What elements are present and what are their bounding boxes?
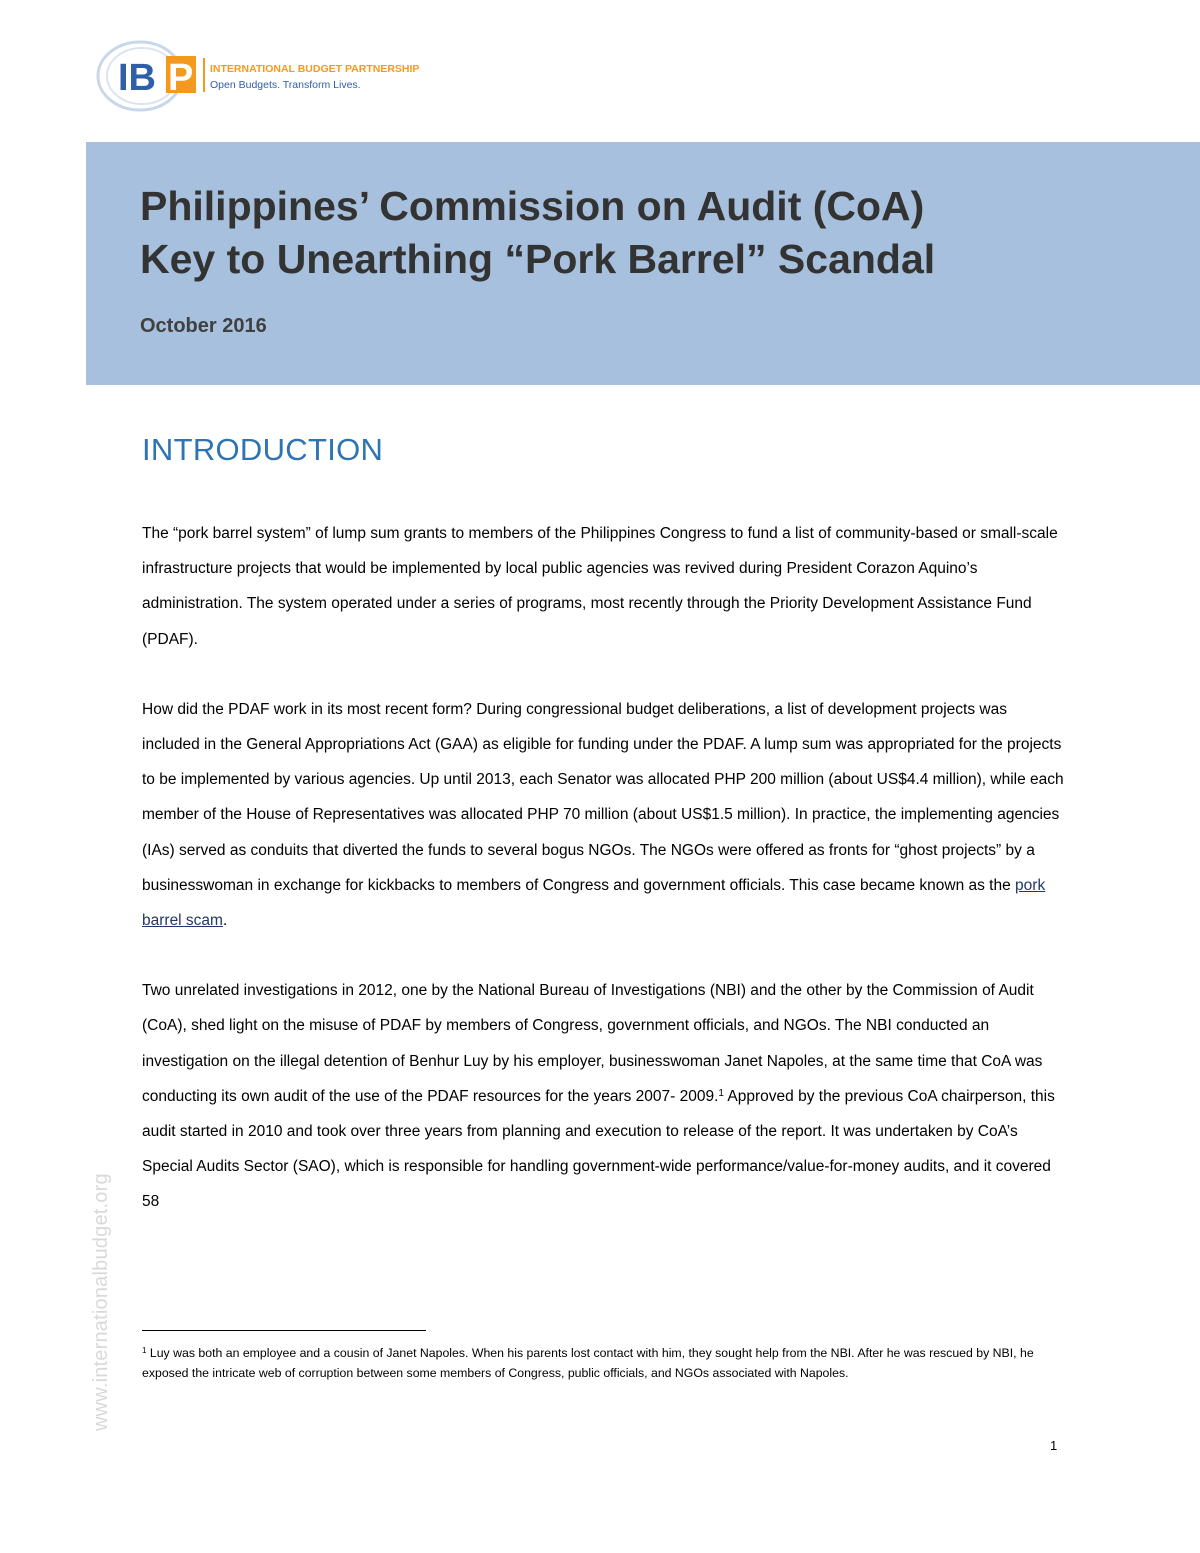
logo-letter-p: P (168, 57, 194, 99)
title-band (86, 142, 1200, 385)
side-website-url: www.internationalbudget.org (90, 1173, 112, 1431)
ibp-logo-graphic (96, 36, 428, 114)
paragraph-2 (142, 692, 1067, 938)
paragraph-2-end: . (222, 912, 228, 930)
logo-letters-ib: IB (118, 57, 156, 99)
logo-org-name: INTERNATIONAL BUDGET PARTNERSHIP (210, 63, 420, 75)
footnote-separator (142, 1330, 426, 1331)
paragraph-1: The “pork barrel system” of lump sum grants to members of the Philippines Congress to fund a list of community-based or small-scale infrastructure projects that would be implemented by local public agencies was revived during President Corazon Aquino’s administration. The system operated under a series of programs, most recently through the Priority Development Assistance Fund (PDAF). (142, 525, 1058, 648)
title-line-2: Key to Unearthing “Pork Barrel” Scandal (140, 236, 936, 282)
document-title (140, 180, 1180, 286)
paragraph-2-text: How did the PDAF work in its most recent form? During congressional budget deliberations, a list of development projects was included in the General Appropriations Act (GAA) as eligible for funding under the PDAF. A lump sum was appropriated for the projects to be implemented by various agencies. Up until 2013, each Senator was allocated PHP 200 million (about US$4.4 million), while each member of the House of Representatives was allocated PHP 70 million (about US$1.5 million). In practice, the implementing agencies (IAs) served as conduits that diverted the funds to several bogus NGOs. The NGOs were offered as fronts for “ghost projects” by a businesswoman in exchange for kickbacks to members of Congress and government officials. This case became known as the (142, 700, 1064, 894)
footnote-reference[interactable]: 1 (718, 1087, 724, 1099)
paragraph-3-continued: Approved by the previous CoA chairperson, this audit started in 2010 and took over three years from planning and execution to release of the report. It was undertaken by CoA’s Special Audits Sector (SAO), which is responsible for handling government-wide performance/value-for-money audits, and it covered 58 (142, 1087, 1055, 1211)
footnote-1 (142, 1344, 1067, 1383)
paragraph-3-text: Two unrelated investigations in 2012, one by the National Bureau of Investigations (NBI) and the other by the Commission of Audit (CoA), shed light on the misuse of PDAF by members of Congress, government officials, and NGOs. The NBI conducted an investigation on the illegal detention of Benhur Luy by his employer, businesswoman Janet Napoles, at the same time that CoA was conducting its own audit of the use of the PDAF resources for the years 2007- 2009. (142, 982, 1043, 1105)
footnote-text: Luy was both an employee and a cousin of Janet Napoles. When his parents lost contact with him, they sought help from the NBI. After he was rescued by NBI, he exposed the intricate web of corruption between some members of Congress, public officials, and NGOs associated with Napoles. (142, 1346, 1034, 1380)
pork-barrel-scam-link[interactable]: pork barrel scam (142, 876, 1046, 930)
logo-tagline: Open Budgets. Transform Lives. (210, 79, 361, 91)
page-number: 1 (1050, 1438, 1058, 1453)
title-line-1: Philippines’ Commission on Audit (CoA) (140, 183, 925, 229)
section-heading-introduction: INTRODUCTION (142, 432, 384, 467)
document-date: October 2016 (140, 315, 267, 337)
ibp-logo (96, 36, 428, 114)
footnote-number: 1 (142, 1346, 147, 1355)
paragraph-3 (142, 973, 1067, 1219)
main-content (142, 428, 1067, 1255)
